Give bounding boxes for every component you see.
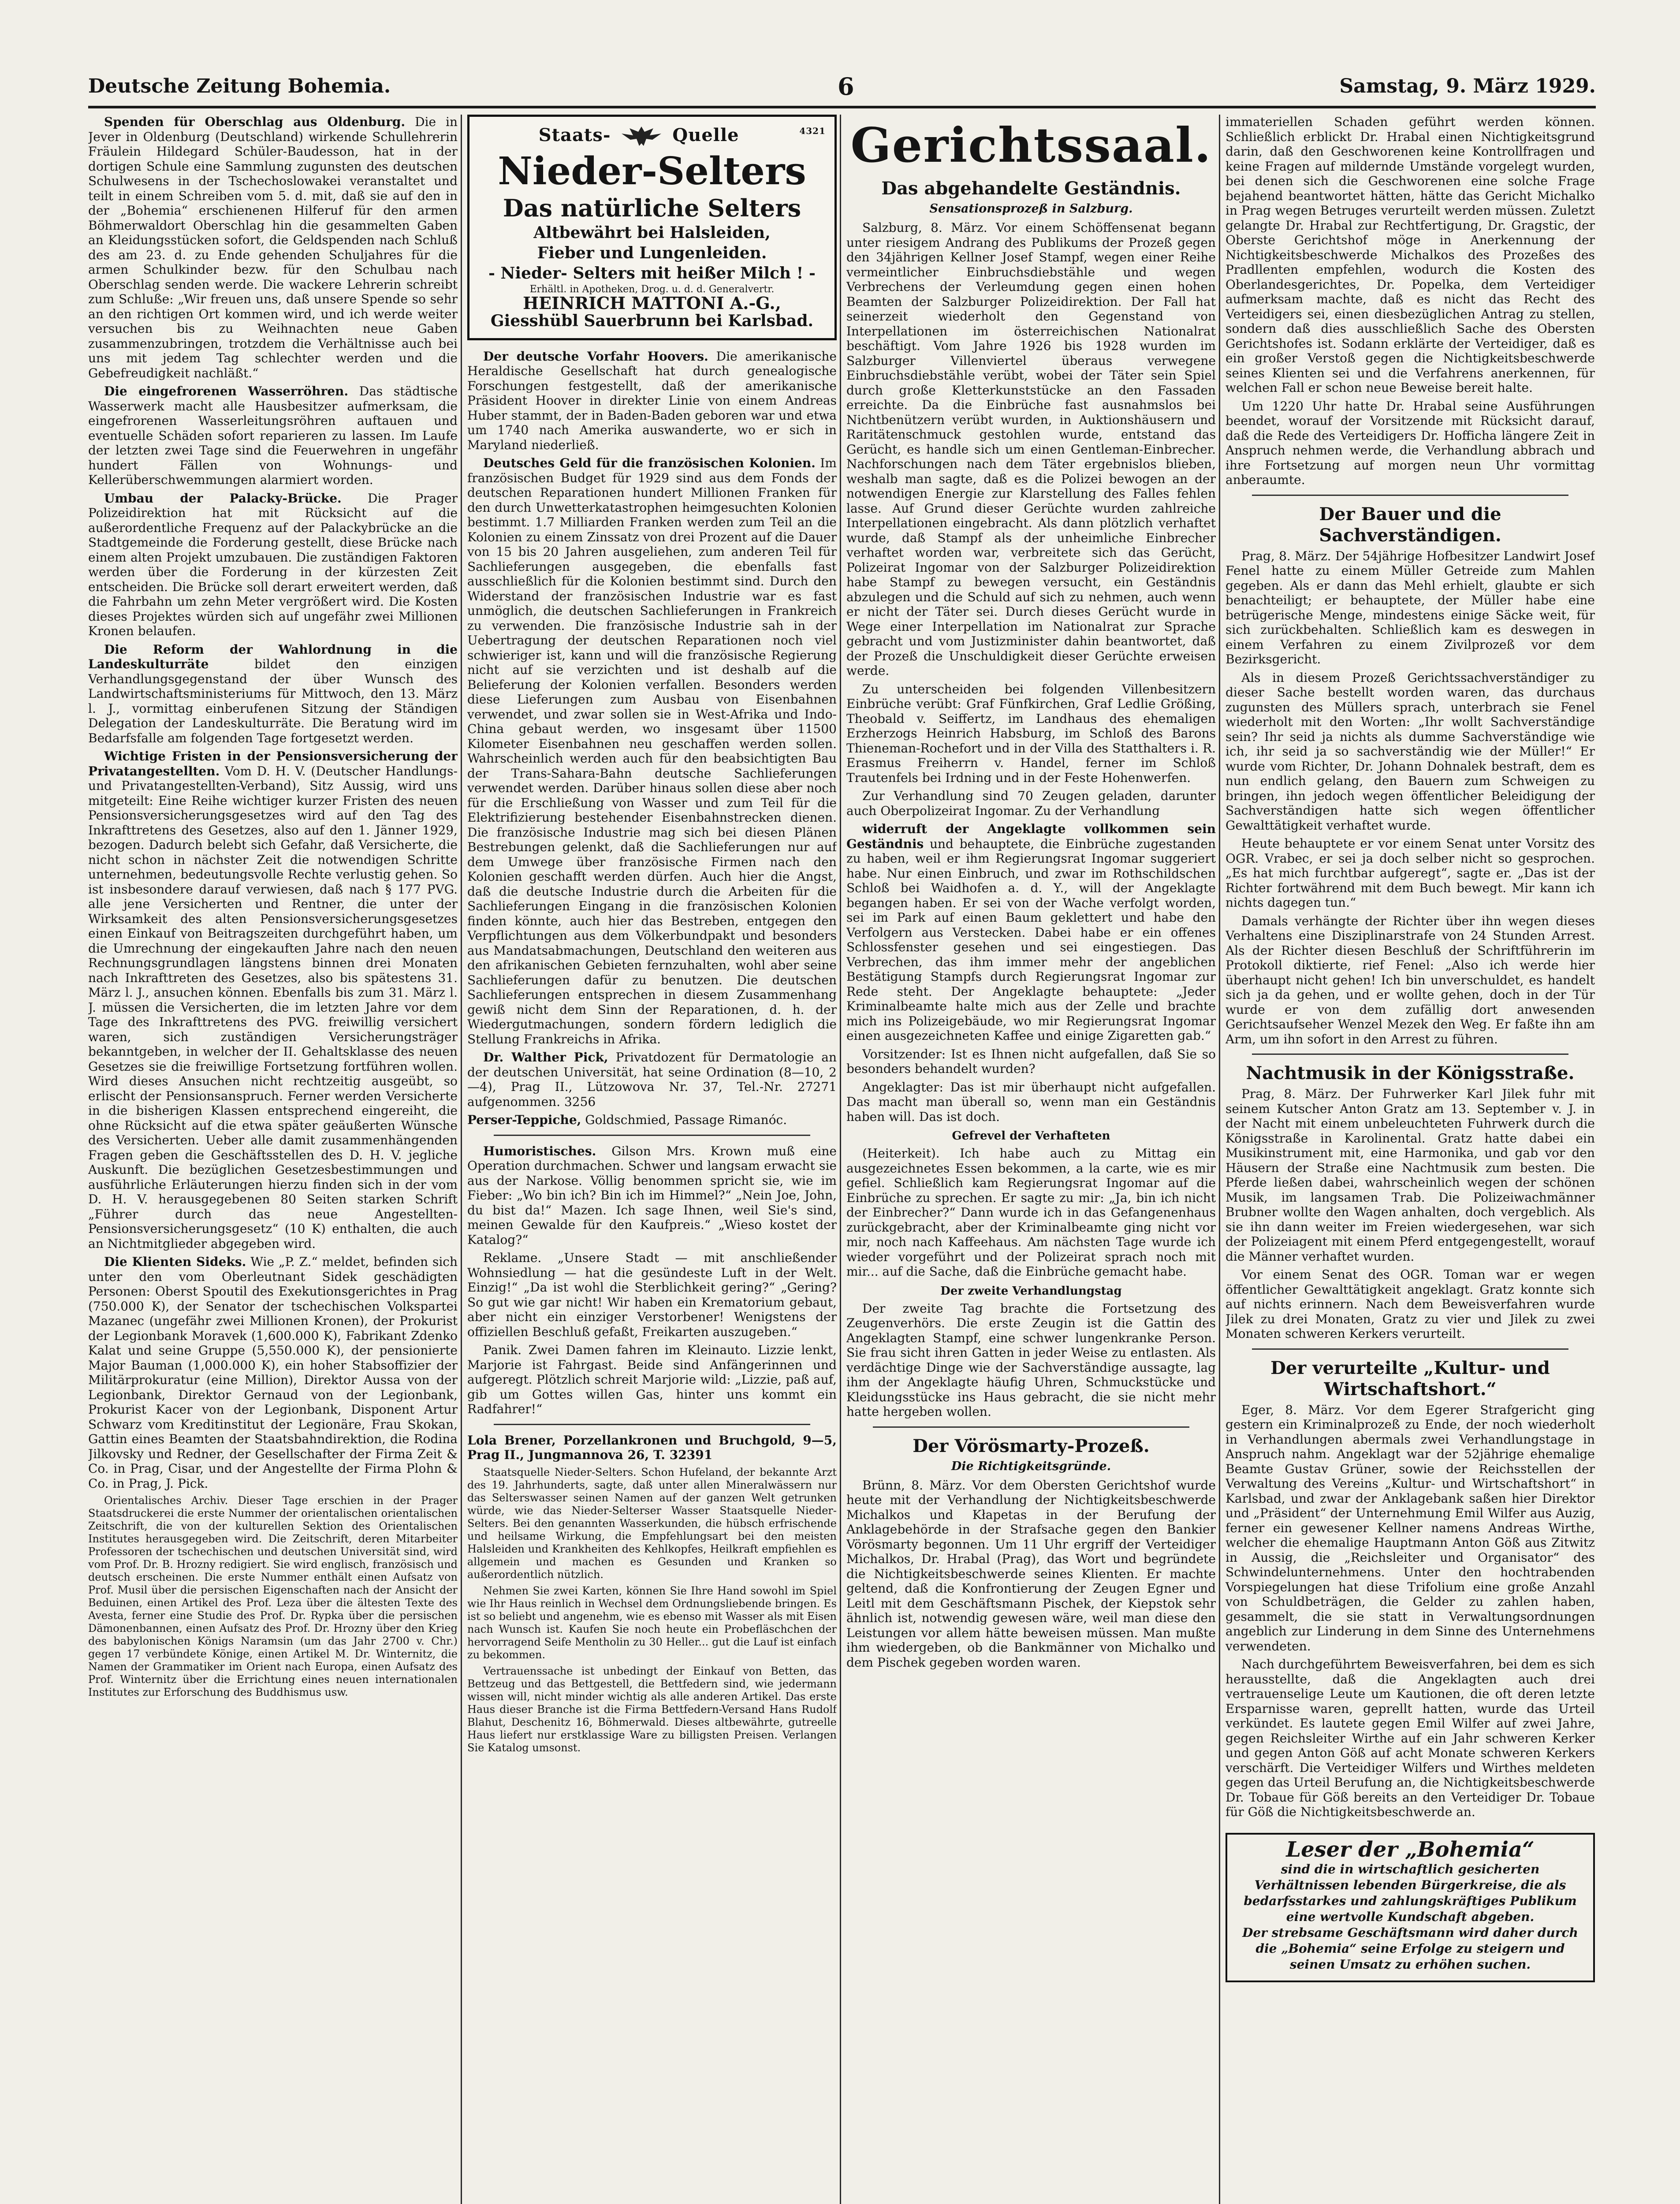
article-text: Goldschmied, Passage Rimanóc. [585,1113,787,1127]
article-lead: Umbau der Palacky-Brücke. [104,491,342,506]
article-paragraph: Damals verhängte der Richter über ihn wegen dieses Verhaltens eine Disziplinarstrafe von 24 Stunden Arrest. Als der Richter diesen Beschluß der Schriftführerin im Protokoll diktierte, rief Fenel: „Also ich werde hier überhaupt nicht gehen! Ich bin unverschuldet, es handelt sich ja da gehen, und er wollte gehen, doch in der Tür wurde er von dem zufällig dort anwesenden Gerichtsaufseher Wenzel Mezek den Weg. Er faßte ihn am Arm, um ihn sofort in den Arrest zu führen. [1226,913,1595,1046]
ad-claim: Altbewährt bei Halsleiden, [533,223,771,242]
article-paragraph: Salzburg, 8. März. Vor einem Schöffensenat begann unter riesigem Andrang des Publikums der Prozeß gegen den 34jährigen Kellner Josef Stampf, wegen einer Reihe vermeintlicher Einbruchsdiebstähle und wegen Verbrechens der Verleumdung gegen einen hohen Beamten der Salzburger Polizeidirektion. Der Fall hat seinerzeit wiederholt den Gegenstand von Interpellationen im österreichischen Nationalrat beschäftigt. Vom Jahre 1926 bis 1928 wurden im Salzburger Villenviertel überaus verwegene Einbruchsdiebstähle verübt, wobei der Täter sein Spiel durch große Kletterkunststücke an den Fassaden erreichte. Da die Einbrüche fast ausnahmslos bei Nichtbenützern verübt wurden, in Auktionshäusern und Raritätenschmuck gestohlen wurde, entstand das Gerücht, es handle sich um einen Gentleman-Einbrecher. Nachforschungen nach dem Täter ergebnislos blieben, weshalb man sagte, daß es die Polizei bewogen an der notwendigen Energie zur Klarstellung des Falles fehlen lasse. Auf Grund dieser Gerüchte wurden zahlreiche Interpellationen eingebracht. Als dann plötzlich verhaftet wurde, daß Stampf als der unheimliche Einbrecher verhaftet worden war, verbreitete sich das Gerücht, Polizeirat Ingomar von der Salzburger Polizeidirektion habe Stampf zu bewegen versucht, ein Geständnis abzulegen und die Schuld auf sich zu nehmen, auch wenn er nicht der Täter sei. Durch dieses Gerücht wurde in Wege einer Interpellation im Nationalrat zur Sprache gebracht und vom Justizminister dahin beantwortet, daß der Prozeß die Unschuldigkeit dieser Gerüchte erweisen werde. [846,220,1216,678]
ad-maker: HEINRICH MATTONI A.-G., [523,293,781,313]
article-subheadline: Die Richtigkeitsgründe. [951,1459,1111,1473]
article-paragraph: Angeklagter: Das ist mir überhaupt nicht aufgefallen. Das macht man überall so, wenn man ein Geständnis haben will. Das ist doch. [846,1080,1216,1124]
divider [1252,495,1568,496]
article-paragraph: Prag, 8. März. Der Fuhrwerker Karl Jilek fuhr mit seinem Kutscher Anton Gratz am 13. September v. J. in der Nacht mit einem unbeleuchteten Fuhrwerk durch die Königsstraße in Karolinental. Gratz hatte dabei ein Musikinstrument mit, eine Harmonika, und gab vor den Häusern der Straße eine Nachtmusik zum besten. Die Pferde ließen dabei, wahrscheinlich wegen der schönen Musik, im langsamen Trab. Die Polizeiwachmänner Brubner wollte den Wagen anhalten, doch vergeblich. Als sie ihn dann weiter im Freien wiedergesehen, war sich der Polizeiagent mit einem Pferd entgegengestellt, worauf die Männer verhaftet wurden. [1226,1087,1595,1264]
article-lead: Wichtige Fristen in der Pensionsversicherung der Privatangestellten. [88,749,458,778]
article-lead: Der deutsche Vorfahr Hoovers. [483,349,708,364]
ad-text: Der strebsame Geschäftsmann wird daher durch die „Bohemia“ seine Erfolge zu steigern und seinen Umsatz zu erhöhen suchen. [1242,1925,1578,1972]
ad-claim: Fieber und Lungenleiden. [537,244,767,262]
ad-claim: - Nieder- Selters mit heißer Milch ! - [488,264,816,283]
article-paragraph: Zur Verhandlung sind 70 Zeugen geladen, darunter auch Oberpolizeirat Ingomar. Zu der Verhandlung [846,789,1216,818]
ad-product-tagline: Das natürliche Selters [503,194,801,222]
issue-date: Samstag, 9. März 1929. [1339,75,1596,97]
divider [494,1135,810,1136]
article-paragraph: Heute behauptete er vor einem Senat unter Vorsitz des OGR. Vrabec, er sei ja doch selber nicht so gesprochen. „Es hat mich furchtbar aufgeregt“, sagte er. „Das ist der Richter fortwährend mit dem Buch bewegt. Mir kann ich nichts dagegen tun.“ [1226,836,1595,910]
article-paragraph: (Heiterkeit). Ich habe auch zu Mittag ein ausgezeichnetes Essen bekommen, a la carte, wie es mir gefiel. Schließlich kam Regierungsrat Ingomar auf die Einbrüche zu sprechen. Er sagte zu mir: „Ja, bin ich nicht der Einbrecher?“ Dann wurde ich in das Gefangenenhaus zurückgebracht, aber der Kriminalbeamte ging nicht vor mir, noch nach Kaffeehaus. Am nächsten Tage wurde ich wieder vorgeführt und der Polizeirat sprach noch mit mir... auf die Sache, daß die Einbrüche gemacht habe. [846,1146,1216,1279]
article-headline: Der verurteilte „Kultur- und Wirtschaftshort.“ [1270,1357,1550,1400]
divider [1252,1054,1568,1055]
divider [873,1426,1189,1428]
article-paragraph: Als in diesem Prozeß Gerichtssachverständiger zu dieser Sache bestellt worden waren, das durchaus zugunsten des Müllers sprach, unterbrach sie Fenel wiederholt mit den Worten: „Ihr wollt Sachverständige sein? Ihr seid ja nichts als dumme Sachverständige wie ich, ihr seid ja so sachverständig wie der Müller!“ Er wurde vom Richter, Dr. Johann Dohnalek bestraft, dem es nun endlich gelang, den Bauern zum Schweigen zu bringen, ihn jedoch wegen öffentlicher Beleidigung der Sachverständigen hatte sich wegen öffentlicher Gewalttätigkeit verhaftet wurde. [1226,670,1595,833]
column-2 [467,115,837,2204]
ad-place: Giesshübl Sauerbrunn bei Karlsbad. [490,311,814,330]
column-1 [88,115,458,2204]
column-rule [461,115,462,2204]
article-text: Das städtische Wasserwerk macht alle Hausbesitzer aufmerksam, die eingefrorenen Wasserleitungsröhren auftauen und eventuelle Schäden sofort reparieren zu lassen. Im Laufe der letzten zwei Tage sind die Feuerwehren in ungefähr hundert Fällen von Wohnungs- und Kellerüberschwemmungen alarmiert worden. [88,384,458,487]
article-headline: Nachtmusik in der Königsstraße. [1246,1063,1575,1083]
article-paragraph [467,349,837,453]
article-subheading: Gefrevel der Verhafteten [952,1129,1110,1143]
article-lead: Spenden für Oberschlag aus Oldenburg. [104,115,406,129]
article-lead: Deutsches Geld für die französischen Kolonien. [483,456,816,470]
article-text: Die amerikanische Heraldische Gesellschaft hat durch genealogische Forschungen festgestellt, daß der amerikanische Präsident Hoover in direkter Linie von einem Andreas Huber stammt, der in Baden-Baden geboren war und etwa um 1740 nach Amerika auswanderte, wo er sich in Maryland niederließ. [467,349,837,452]
article-text: Im französischen Budget für 1929 sind aus dem Fonds der deutschen Reparationen hundert Millionen Franken für den durch Unwetterkatastrophen heimgesuchten Kolonien bestimmt. 1.7 Milliarden Franken werden zum Teil an die Kolonien zu einem Zinssatz von drei Prozent auf die Dauer von 15 bis 20 Jahren ausgeliehen, zum anderen Teil für Sachlieferungen ausgegeben, die ebenfalls fast ausschließlich für die Kolonien bestimmt sind. Durch den Widerstand der französischen Industrie war es fast unmöglich, die deutschen Sachlieferungen in Frankreich zu verwenden. Die französische Industrie sah in der Uebertragung der deutschen Reparationen noch viel schwieriger ist, kann und will die französische Regierung nicht auf sie verzichten und ist deshalb auf die Belieferung der Kolonien verfallen. Besonders werden diese Lieferungen zum Ausbau von Eisenbahnen verwendet, und zwar sollen sie in West-Afrika und Indo-China gebaut werden, wo insgesamt über 11500 Kilometer Eisenbahnen neu geschaffen werden sollen. Wahrscheinlich werden auch für den beabsichtigten Bau der Trans-Sahara-Bahn deutsche Sachlieferungen verwendet werden. Darüber hinaus sollen diese aber noch für die Erschließung von Wasser und zum Teil für die Elektrifizierung bestehender Eisenbahnstrecken dienen. Die französische Industrie mag sich bei diesen Plänen Bestrebungen gelenkt, daß die Sachlieferungen nur auf dem Umwege über französische Firmen nach den Kolonien geschafft werden dürfen. Auch hier die Angst, daß die deutsche Industrie durch die Arbeiten für die Sachlieferungen Eingang in die französischen Kolonien finden könnte, auch hier das Bestreben, entgegen den Verpflichtungen aus dem Völkerbundpakt und besonders aus Mandatsabmachungen, Deutschland den weiteren aus den afrikanischen Gebieten fernzuhalten, wohl aber seine Sachlieferungen dafür zu benutzen. Die deutschen Sachlieferungen entsprechen in diesem Zusammenhang gewiß nicht dem Sinn der Reparationen, d. h. der Wiedergutmachungen, sondern fördern lediglich die Stellung Frankreichs in Afrika. [467,456,837,1046]
ad-brand-right: Quelle [672,125,739,145]
advertisement-bohemia-readers [1226,1833,1595,1983]
classified-ad: Lola Brener, Porzellankronen und Bruchgold, 9—5, Prag II., Jungmannova 26, T. 32391 [467,1433,837,1462]
article-subheadline: Sensationsprozeß in Salzburg. [929,202,1133,216]
column-rule [840,115,841,2204]
article-paragraph: immateriellen Schaden geführt werden können. Schließlich erblickt Dr. Hrabal einen Nichtigkeitsgrund darin, daß den Geschworenen keine Kontrollfragen und keine Fragen auf mildernde Umstände vorgelegt wurden, bei denen sich die Geschworenen eine solche Frage bejahend beantwortet hätten, hätte das Gericht Michalko in Prag wegen Betruges verurteilt werden müssen. Zuletzt gelangte Dr. Hrabal zur Rechtfertigung, Dr. Gragstic, der Oberste Gerichtshof möge in Anerkennung der Nichtigkeitsbeschwerde Michalkos des Prozeßes des Pradllenten empfehlen, wodurch die Kosten des Oberlandesgerichtes, Dr. Popelka, dem Verteidiger aufmerksam machte, daß es nicht das Recht des Verteidigers sei, einen diesbezüglichen Antrag zu stellen, sondern daß dies ausschließlich Sache des Obersten Gerichtshofes ist. Sodann erklärte der Verteidiger, daß es ein großer Verstoß gegen die Nichtigkeitsbeschwerde seines Klienten sei und die Verfahrens anerkennen, für welchen Fall er schon neue Beweise bereit halte. [1226,115,1595,395]
running-head [88,66,1596,108]
article-paragraph: Panik. Zwei Damen fahren im Kleinauto. Lizzie lenkt, Marjorie ist Fahrgast. Beide sind Anfängerinnen und aufgeregt. Plötzlich schreit Marjorie wild: „Lizzie, paß auf, gib um Gottes willen Gas, hinter uns kommt ein Radfahrer!“ [467,1343,837,1416]
article-paragraph [88,642,458,746]
article-paragraph: Orientalisches Archiv. Dieser Tage erschien in der Prager Staatsdruckerei die erste Nummer der orientalischen orientalischen Zeitschrift, die von der kulturellen Sektion des Orientalischen Institutes herausgegeben wird. Die Zeitschrift, deren Mitarbeiter Professoren der tschechischen und deutschen Universität sind, wird vom Prof. Dr. B. Hrozny redigiert. Sie wird englisch, französisch und deutsch erscheinen. Die erste Nummer enthält einen Aufsatz von Prof. Musil über die persischen Eigenschaften nach der Ansicht der Beduinen, einen Artikel des Prof. Leza über die ältesten Texte des Avesta, ferner eine Studie des Prof. Dr. Rypka über die persischen Dämonenbannen, einen Aufsatz des Prof. Dr. Hrozny über den Krieg des babylonischen Königs Naramsin (um das Jahr 2700 v. Chr.) gegen 17 verbündete Könige, einen Artikel M. Dr. Winternitz, die Namen der Grammatiker im Orient nach Europa, einen Aufsatz des Prof. Winternitz über die Errichtung eines neuen internationalen Institutes zur Erforschung des Buddhismus usw. [88,1494,458,1698]
ad-text: sind die in wirtschaftlich gesicherten Verhältnissen lebenden Bürgerkreise, die als bedarfsstarkes und zahlungskräftiges Publikum eine wertvolle Kundschaft abgeben. [1244,1862,1577,1924]
article-lead: Dr. Walther Pick, [483,1050,608,1065]
article-text: Die Prager Polizeidirektion hat mit Rücksicht auf die außerordentliche Frequenz auf der Palackybrücke an die Stadtgemeinde die Forderung gestellt, diese Brücke nach einem alten Projekt umzubauen. Die zuständigen Faktoren werden über die Forderung in der kürzesten Zeit entscheiden. Die Brücke soll derart erweitert werden, daß die Fahrbahn um zehn Meter vergrößert wird. Die Kosten dieses Projektes würden sich auf ungefähr zwei Millionen Kronen belaufen. [88,491,458,638]
article-subheading: Der zweite Verhandlungstag [940,1284,1122,1298]
ad-availability: Erhältl. in Apotheken, Drog. u. d. d. Generalvertr. [529,284,775,295]
newspaper-name: Deutsche Zeitung Bohemia. [88,75,391,97]
ad-title: Leser der „Bohemia“ [1286,1837,1535,1862]
article-paragraph [88,1255,458,1491]
article-headline: Der Vörösmarty-Prozeß. [913,1435,1150,1456]
article-paragraph [88,749,458,1251]
article-lead: Die eingefrorenen Wasserröhren. [104,384,349,398]
newspaper-columns [88,115,1596,2204]
article-lead: Humoristisches. [483,1143,596,1158]
article-paragraph: Prag, 8. März. Der 54jährige Hofbesitzer Landwirt Josef Fenel hatte zu einem Müller Getreide zum Mahlen gegeben. Als er dann das Mehl erhielt, glaubte er sich benachteiligt; er behauptete, der Müller habe eine betrügerische Menge, mindestens einige Säcke weit, für sich zurückbehalten. Schließlich kam es deswegen in einem Verfahren zu einem Zivilprozeß vor dem Bezirksgericht. [1226,548,1595,666]
article-paragraph: Der zweite Tag brachte die Fortsetzung des Zeugenverhörs. Die erste Zeugin ist die Gattin des Angeklagten Stampf, eine schwer lungenkranke Person. Sie frau sicht ihren Gatten in jeder Weise zu entlasten. Als verdächtige Dinge wie der Sachverständige aussagte, lag ihm der Angeklagte häufig Uhren, Schmuckstücke und Kleidungsstücke ins Haus gebracht, die sie nicht mehr hatte hergeben wollen. [846,1301,1216,1419]
article-paragraph [467,1144,837,1247]
advertorial-paragraph: Vertrauenssache ist unbedingt der Einkauf von Betten, das Bettzeug und das Bettgestell, die Bettfedern sind, wie jedermann wissen will, nicht minder wichtig als alle anderen Artikel. Das erste Haus dieser Branche ist die Firma Bettfedern-Versand Hans Rudolf Blahut, Deschenitz 16, Böhmerwald. Dieses altbewährte, gutreelle Haus liefert nur erstklassige Ware zu billigsten Preisen. Verlangen Sie Katalog umsonst. [467,1664,837,1754]
advertorial-paragraph: Staatsquelle Nieder-Selters. Schon Hufeland, der bekannte Arzt des 19. Jahrhunderts, sagte, daß unter allen Mineralwässern nur das Selterswasser seinen Namen auf der ganzen Welt getrunken würde, wie das Nieder-Selterser Wasser Staatsquelle Nieder-Selters. Bei den genannten Wasserkunden, die hübsch erfrischende und heilsame Wirkung, die Empfehlungsart bei den meisten Halsleiden und Krankheiten des Kehlkopfes, Heilkraft empfiehlen es allgemein und machen es Gesunden und Kranken so außerordentlich nützlich. [467,1466,837,1581]
eagle-emblem-icon [617,124,666,149]
column-3 [846,115,1216,2204]
article-text: Gilson Mrs. Krown muß eine Operation durchmachen. Schwer und langsam erwacht sie aus der Narkose. Völlig benommen spricht sie, wie im Fieber: „Wo bin ich? Bin ich im Himmel?“ „Nein Joe, John, du bist da!“ Mazen. Ich sage Ihnen, weil Sie's sind, meinen Gewalde für den Kaufpreis.“ „Wieso kostet der Katalog?“ [467,1143,837,1247]
page-number: 6 [838,72,854,101]
article-text: Vom D. H. V. (Deutscher Handlungs- und Privatangestellten-Verband), Sitz Aussig, wird uns mitgeteilt: Eine Reihe wichtiger kurzer Fristen des neuen Pensionsversicherungsgesetzes wird auf den Tag des Inkrafttretens des Gesetzes, also auf den 1. Jänner 1929, bezogen. Dadurch belebt sich Gefahr, daß Versicherte, die nicht schon in nächster Zeit die notwendigen Schritte unternehmen, bedeutungsvolle Rechte verlustig gehen. So ist insbesondere darauf verwiesen, daß nach § 177 PVG. alle jene Versicherten und Rentner, die unter der Wirksamkeit des alten Pensionsversicherungsgesetzes einen Einkauf von Beitragszeiten durchgeführt haben, um die Umrechnung der eingekauften Jahre nach den neuen Rechnungsgrundlagen längstens binnen drei Monaten nach Inkrafttreten des Gesetzes, also bis spätestens 31. März l. J., ansuchen können. Ebenfalls bis zum 31. März l. J. müssen die Versicherten, die im letzten Jahre vor dem Tage des Inkrafttretens des PVG. freiwillig versichert waren, sich zuständigen Versicherungsträger bekanntgeben, in welcher der II. Gehaltsklasse des neuen Gesetzes sie die freiwillige Fortsetzung fortführen wollen. Wird dieses Ansuchen nicht rechtzeitig ausgeübt, so erlischt der Pensionsanspruch. Ferner werden Versicherte in die bisherigen Klassen entsprechend eingereiht, die ohne Rücksicht auf die etwa später geäußerten Wünsche des Versicherten. Ueber alle damit zusammenhängenden Fragen geben die Geschäftsstellen des D. H. V. jegliche Auskunft. Die bezüglichen Gesetzesbestimmungen und ausführliche Erläuterungen hierzu finden sich in der vom D. H. V. herausgegebenen 80 Seiten starken Schrift „Führer durch das neue Angestellten-Pensionsversicherungsgesetz“ (10 K) enthalten, die auch an Nichtmitglieder abgegeben wird. [88,763,458,1251]
column-rule [1219,115,1220,2204]
article-paragraph: Vorsitzender: Ist es Ihnen nicht aufgefallen, daß Sie so besonders behandelt wurden? [846,1046,1216,1076]
article-paragraph: Nach durchgeführtem Beweisverfahren, bei dem es sich herausstellte, daß die Angeklagten auch drei vertrauenselige Leute um Kautionen, die oft deren letzte Ersparnisse waren, geprellt hatten, wurde das Urteil verkündet. Es lautete gegen Emil Wilfer auf zwei Jahre, gegen Reichsleiter Wirthe auf ein Jahr schweren Kerker und gegen Anton Göß auf acht Monate schweren Kerkers verschärft. Die Verteidiger Wilfers und Wirthes meldeten gegen das Urteil Berufung an, die Nichtigkeitsbeschwerde Dr. Tobaue für Göß bereits an den Verteidiger Dr. Tobaue für Göß die Nichtigkeitsbeschwerde an. [1226,1657,1595,1819]
article-paragraph [88,384,458,488]
advertisement-nieder-selters [467,115,837,340]
ad-brand-left: Staats- [538,125,611,145]
section-title: Gerichtssaal. [850,118,1212,173]
article-lead: widerruft der Angeklagte vollkommen sein Geständnis [846,822,1216,851]
article-headline: Das abgehandelte Geständnis. [881,178,1181,199]
article-paragraph: Reklame. „Unsere Stadt — mit anschließender Wohnsiedlung — hat die gesündeste Luft in der Welt. Einzig!“ „Da ist wohl die Sterblichkeit gering?“ „Gering? So gut wie gar nicht! Wir haben ein Krematorium gebaut, aber nicht ein einziger Verstorbener! Wenigstens der offiziellen Beschluß gefaßt, Freikarten auszugeben.“ [467,1251,837,1339]
article-text: Wie „P. Z.“ meldet, befinden sich unter den vom Oberleutnant Sidek geschädigten Personen: Oberst Spoutil des Exekutionsgerichtes in Prag (750.000 K), der Senator der tschechischen Volkspartei Mazanec (ungefähr zwei Millionen Kronen), der Prokurist der Legionbank Moravek (1,600.000 K), Fabrikant Zdenko Kalat und seine Gruppe (5,550.000 K), der pensionierte Major Bauman (1,000.000 K), ein hoher Stabsoffizier der Militärprokuratur (eine Million), Direktor Aussa von der Legionbank, Direktor Gernaud von der Legionbank, Prokurist Kacer von der Legionbank, Disponent Artur Schwarz vom Kreditinstitut der Legionäre, Frau Skokan, Gattin eines Beamten der Staatsbahndirektion, die Rodina Jilkovsky und Redner, der Gesellschafter der Firma Zeit & Co. in Prag, Cisar, und der Angestellte der Firma Plohn & Co. in Prag, J. Pick. [88,1255,458,1491]
article-paragraph [88,491,458,639]
column-4 [1226,115,1595,2204]
ad-number: 4321 [799,126,826,136]
article-text: und behauptete, die Einbrüche zugestanden zu haben, weil er ihm Regierungsrat Ingomar suggeriert habe. Nur einen Einbruch, und zwar im Rothschildschen Schloß bei Waidhofen a. d. Y., will der Angeklagte begangen haben. Er sei von der Wache verfolgt worden, sei im Park auf einen Baum geklettert und habe den Verfolgern aus Verstecken. Dabei habe er ein offenes Schlossfenster gesehen und sei eingestiegen. Das Verbrechen, das ihm immer mehr der angeblichen Bestätigung Stampfs durch Regierungsrat Ingomar zur Rede steht. Der Angeklagte behauptete: „Jeder Kriminalbeamte halte mich aus der Zelle und brachte mich ins Polizeigebäude, wo mir Regierungsrat Ingomar einen ausgezeichneten Kaffee und einige Zigaretten gab.“ [846,836,1216,1043]
article-paragraph [467,1050,837,1109]
article-paragraph [467,456,837,1046]
divider [1252,1348,1568,1350]
article-text: bildet den einzigen Verhandlungsgegenstand der über Wunsch des Landwirtschaftsministeriums für Mittwoch, den 13. März l. J., vormittag einberufenen Sitzung der Ständigen Delegation der Landeskulturräte. Die Beratung wird im Bedarfsfalle am folgenden Tage fortgesetzt werden. [88,657,458,745]
article-paragraph [467,1113,837,1128]
article-paragraph: Zu unterscheiden bei folgenden Villenbesitzern Einbrüche verübt: Graf Fünfkirchen, Graf Ledlie Größing, Theobald v. Seiffertz, im Landhaus des ehemaligen Erzherzogs Heinrich Habsburg, im Schloß des Barons Thieneman-Rochefort und in der Villa des Statthalters i. R. Erasmus Freiherrn v. Handel, ferner im Schloß Trautenfels bei Irdning und in der Feste Hohenwerfen. [846,681,1216,785]
article-paragraph [846,822,1216,1043]
article-lead: Die Reform der Wahlordnung in die Landeskulturräte [88,642,458,671]
article-paragraph: Eger, 8. März. Vor dem Egerer Strafgericht ging gestern ein Kriminalprozeß zu Ende, der noch wiederholt in Verhandlungen abermals zwei Verhandlungstage in Anspruch nahm. Angeklagt war der 52jährige ehemalige Beamte Gustav Grüner, sowie der Reichsstellen der Verwaltung des Vereins „Kultur- und Wirtschaftshort“ in Karlsbad, und zwar der Anklagebank saßen hier Direktor und „Präsident“ der Unternehmung Emil Wilfer aus Auzig, ferner ein gewesener Kellner namens Andreas Wirthe, welcher die ehemalige Hauptmann Anton Göß aus Zitwitz in Aussig, die „Reichsleiter und Organisator“ des Schwindelunternehmens. Unter den hochtrabenden Vorspiegelungen hat diese Trifolium eine große Anzahl von Schuldbeträgen, die Gelder zu zahlen haben, gesammelt, die sie statt in Verwaltungsordnungen angeblich zur Linderung in dem Sinne des Unternehmens verwendeten. [1226,1402,1595,1653]
article-paragraph: Brünn, 8. März. Vor dem Obersten Gerichtshof wurde heute mit der Verhandlung der Nichtigkeitsbeschwerde Michalkos und Kłapetas in der Berufung der Anklagebehörde in der Strafsache gegen den Bankier Vörösmarty begonnen. Um 11 Uhr ergriff der Verteidiger Michalkos, Dr. Hrabal (Prag), das Wort und begründete die Nichtigkeitsbeschwerde seines Klienten. Er machte geltend, daß die Konfrontierung der Zeugen Egner und Leitl mit dem Geschäftsmann Pischek, der Kiepstok sehr ähnlich ist, notwendig gewesen wäre, weil man diese den Leistungen vor allem hätte beweisen müssen. Man mußte ihm wiedergeben, ob die Bankmänner von Michalko und dem Pischek gegeben worden waren. [846,1478,1216,1670]
article-paragraph: Vor einem Senat des OGR. Toman war er wegen öffentlicher Gewalttätigkeit angeklagt. Gratz konnte sich auf nichts erinnern. Nach dem Beweisverfahren wurde Jilek zu drei Monaten, Gratz zu vier und Jilek zu zwei Monaten schweren Kerkers verurteilt. [1226,1267,1595,1341]
article-paragraph [88,115,458,380]
advertorial-paragraph: Nehmen Sie zwei Karten, können Sie Ihre Hand sowohl im Spiel wie Ihr Haus reinlich in Wechsel dem Ordnungsliebende bringen. Es ist so beliebt und angenehm, wie es ebenso mit Wasser als mit Eisen nach Wunsch ist. Kaufen Sie noch heute ein Probefläschchen der hervorragend Seife Mentholin zu 30 Heller... gut die Lauf ist einfach zu bekommen. [467,1584,837,1661]
ad-product-name: Nieder-Selters [498,149,806,194]
article-lead: Perser-Teppiche, [467,1113,581,1127]
article-headline: Der Bauer und die Sachverständigen. [1319,503,1501,546]
divider [494,1424,810,1425]
ad-brand-row [478,124,826,149]
article-text: Privatdozent für Dermatologie an der deutschen Universität, hat seine Ordination (8—10, 2—4), Prag II., Lützowova Nr. 37, Tel.-Nr. 27271 aufgenommen. 3256 [467,1050,837,1109]
article-lead: Die Klienten Sideks. [104,1255,246,1269]
article-paragraph: Um 1220 Uhr hatte Dr. Hrabal seine Ausführungen beendet, worauf der Vorsitzende mit Rücksicht darauf, daß die Rede des Verteidigers Dr. Hofficha längere Zeit in Anspruch nehmen werde, die Verhandlung abbrach und ihre Fortsetzung auf morgen neun Uhr vormittag anberaumte. [1226,398,1595,487]
article-text: Die in Jever in Oldenburg (Deutschland) wirkende Schullehrerin Fräulein Hildegard Schüler-Baudesson, hat in der dortigen Schule eine Sammlung zugunsten des deutschen Schulwesens in der Tschechoslowakei veranstaltet und teilt in einem Schreiben vom 5. d. mit, daß sie auf den in der „Bohemia“ erschienenen Hilferuf für den armen Böhmerwaldort Oberschlag hin die gesammelten Gaben an Kleidungsstücken sofort, die Geldspenden nach Schluß des am 23. d. zu Ende gehenden Schuljahres für die armen Schulkinder bezw. für den Schulbau nach Oberschlag senden werde. Die wackere Lehrerin schreibt zum Schluße: „Wir freuen uns, daß unsere Spende so sehr an den richtigen Ort kommen wird, und ich werde weiter versuchen bis zu Weihnachten neue Gaben zusammenzubringen, trotzdem die Verhältnisse auch bei uns mit jedem Tag schlechter werden und die Gebefreudigkeit nachläßt.“ [88,115,458,380]
